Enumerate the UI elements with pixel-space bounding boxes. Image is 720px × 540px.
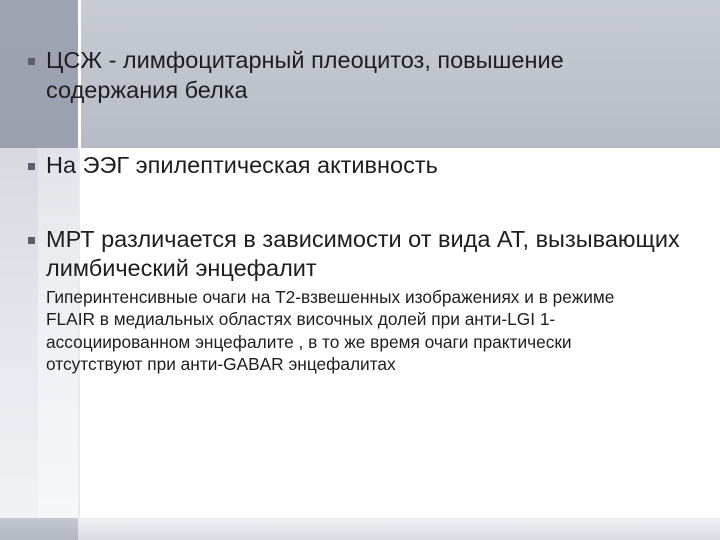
slide-content (28, 46, 692, 375)
bullet-subtext-mri: Гиперинтенсивные очаги на Т2-взвешенных изображениях и в режиме FLAIR в медиальных областях височных долей при анти-LGI 1-ассоциированном энцефалите , в то же время очаги практически отсутствуют при анти-GABAR энцефалитах (46, 287, 615, 374)
bullet-text-eeg: На ЭЭГ эпилептическая активность (46, 152, 438, 179)
square-bullet-icon (28, 237, 35, 244)
bullet-text-csf: ЦСЖ - лимфоцитарный плеоцитоз, повышение содержания белка (46, 47, 564, 103)
background-bottom-left-block (0, 518, 78, 540)
bullet-item-mri (28, 225, 692, 284)
bullet-item-eeg (28, 151, 692, 181)
square-bullet-icon (28, 163, 35, 170)
background-bottom-band (0, 518, 720, 540)
bullet-text-mri: МРТ различается в зависимости от вида АТ, вызывающих лимбический энцефалит (46, 225, 680, 282)
square-bullet-icon (28, 58, 35, 65)
bullet-item-csf (28, 46, 692, 105)
